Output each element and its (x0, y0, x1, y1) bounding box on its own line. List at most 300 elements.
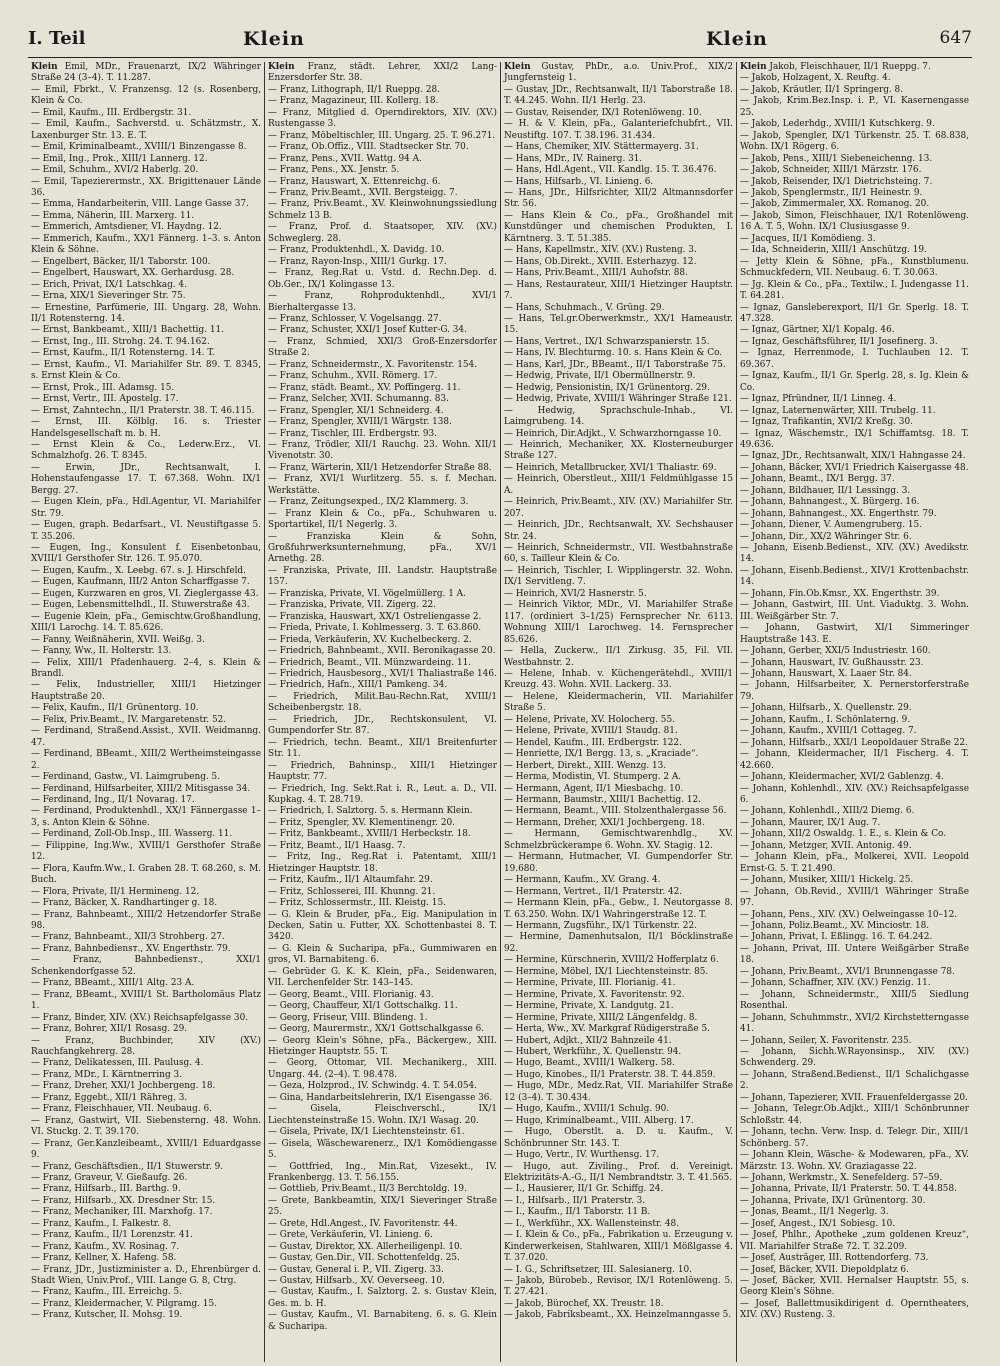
directory-entry: — Eugen, Kaufm., X. Leebg. 67. s. J. Hirschfeld. (31, 565, 246, 576)
directory-entry: — Hermine, Private, X. Favoritenstr. 92. (504, 989, 685, 1000)
directory-entry: — I. G., Schriftsetzer, III. Salesianerg. 10. (504, 1264, 692, 1275)
directory-entry: — Friedrich, techn. Beamt., XII/1 Breitenfurter Str. 11. (268, 737, 497, 760)
directory-entry: — Johanna, Private, IX/1 Grünentorg. 30. (740, 1195, 926, 1206)
directory-entry: — Heinrich, Dir.Adjkt., V. Schwarzhorngasse 10. (504, 428, 722, 439)
directory-entry: — Franz, Kutscher, II. Mohsg. 19. (31, 1310, 183, 1321)
directory-entry: — Franz, Prof. d. Staatsoper, XIV. (XV.) Schweglerg. 28. (268, 222, 497, 244)
directory-entry: — Hans, JDr., Hilfsrichter, XII/2 Altmannsdorfer Str. 56. (504, 187, 733, 210)
directory-entry: — Franz, Möbeltischler, III. Ungarg. 25. T. 96.271. (268, 130, 496, 141)
directory-entry: — Felix, Industrieller, XIII/1 Hietzinger Hauptstraße 20. (31, 680, 261, 702)
directory-entry: — Hermann, Hutmacher, VI. Gumpendorfer Str. 19.680. (504, 852, 733, 874)
directory-entry: — Johann, Werkmstr., X. Senefelderg. 57–59. (740, 1172, 943, 1183)
directory-entry: — Heinrich, Priv.Beamt., XIV. (XV.) Mariahilfer Str. 207. (504, 497, 733, 519)
directory-entry: — Erwin, JDr., Rechtsanwalt, I. Hohenstaufengasse 17. T. 67.368. Wohn. IX/1 Bergg. 27. (31, 462, 261, 496)
directory-entry: — Johann Klein, Wäsche- & Modewaren, pFa., XV. Märzstr. 13. Wohn. XV. Graziagasse 22. (740, 1150, 969, 1172)
directory-entry: — Johann, Hauswart, X. Laaer Str. 84. (740, 669, 912, 680)
directory-entry: — Geza, Holzprod., IV. Schwindg. 4. T. 54.054. (268, 1081, 477, 1092)
directory-entry: — Heinrich, Mechaniker, XX. Klosterneuburger Straße 127. (504, 439, 733, 462)
directory-entry: — Johann, Sichh.W.Rayonsinsp., XIV. (XV.) Schwenderg. 29. (740, 1046, 969, 1069)
directory-entry: — Johann, Poliz.Beamt., XV. Minciostr. 18. (740, 920, 930, 931)
directory-entry: — Franz, Bahnbediensт., XXI/1 Schenkendorfgasse 52. (31, 955, 261, 977)
directory-entry: — Heinrich, Oberstleut., XIII/1 Feldmühlgasse 15 A. (504, 474, 733, 496)
directory-entry: — Gottlieb, Priv.Beamt., II/3 Berchtoldg. 19. (268, 1184, 467, 1195)
directory-entry: — Franz Klein & Co., pFa., Schuhwaren u. Sportartikel, II/1 Negerlg. 3. (268, 508, 497, 531)
directory-entry: — Jakob, Bürobeb., Revisor, IX/1 Rotenlöweng. 5. T. 27.421. (504, 1276, 733, 1298)
directory-entry: — Franz, Eggebt., XII/1 Rähreg. 3. (31, 1092, 188, 1103)
directory-entry: — Gustav, General i. P., VII. Zigerg. 33. (268, 1264, 444, 1275)
directory-entry: — Franz, Wärterin, XII/1 Hetzendorfer Straße 88. (268, 462, 492, 473)
directory-entry: — Franz, Pens., XX. Jenstr. 5. (268, 165, 400, 176)
directory-entry: — Hans, IV. Blechturmg. 10. s. Hans Klein & Co. (504, 348, 723, 359)
directory-entry: — Johanna, Private, II/1 Praterstr. 50. T. 44.858. (740, 1184, 957, 1195)
directory-entry: — Engelbert, Hauswart, XX. Gerhardusg. 28. (31, 268, 235, 279)
directory-entry: — Ferdinand, Ing., II/1 Novarag. 17. (31, 795, 195, 805)
directory-entry: — Hermann, Vertret., II/1 Praterstr. 42. (504, 886, 683, 897)
directory-entry: — Helene, Private, XVIII/1 Staudg. 81. (504, 726, 678, 737)
directory-entry: — Emil, Kaufm., Sachverstd. u. Schätzmstr., X. Laxenburger Str. 13. E. T. (31, 119, 261, 141)
directory-entry: — Johann, Bäcker, XVI/1 Friedrich Kaisergasse 48. (740, 462, 969, 473)
directory-entry: — Jakob, Holzagent, X. Reuftg. 4. (740, 73, 891, 84)
directory-entry: — Ignaz, Wäschemstr., IX/1 Schiffamtsg. 18. T. 49.636. (740, 428, 969, 450)
directory-entry: — Hermine, Private, X. Landgutg. 21. (504, 1001, 674, 1012)
directory-entry: — Franz, Schuhm., XVII. Römerg. 17. (268, 371, 438, 382)
directory-entry: — Johann, Maurer, IX/1 Aug. 7. (740, 817, 881, 828)
directory-entry: — Friedrich, Milit.Bau-Rechn.Rat, XVIII/1 Scheibenbergstr. 18. (268, 691, 497, 714)
directory-entry: — Franz, Bohrer, XII/1 Rosasg. 29. (31, 1024, 188, 1035)
directory-entry: — G. Klein & Bruder, pFa., Eig. Manipulation in Decken, Satin u. Futter, XX. Schottenbastei 8. T. 3420. (268, 909, 497, 943)
entry-lemma: Klein (504, 62, 531, 72)
directory-entry: — Hedwig, Private, II/1 Obermüllnerstr. 9. (504, 371, 696, 382)
directory-entry: — Ignaz, Kaufm., II/1 Gr. Sperlg. 28, s. Ig. Klein & Co. (740, 371, 969, 393)
directory-entry: — Ignaz, Laternenwärter, XIII. Trubelg. 11. (740, 405, 936, 416)
directory-entry: — Heinrich, JDr., Rechtsanwalt, XV. Sechshauser Str. 24. (504, 520, 733, 542)
directory-entry: — Grete, Hdl.Angest., IV. Favoritenstr. 44. (268, 1218, 458, 1229)
directory-entry: — Johann, Diener, V. Aumengruberg. 15. (740, 520, 923, 531)
directory-entry: — Franziska, Private, VII. Zigerg. 22. (268, 600, 436, 611)
directory-entry: — Franz, Rohproduktenhdl., XVI/1 Bierhaltergasse 13. (268, 291, 497, 313)
directory-entry: — Johann, Priv.Beamt., XVI/1 Brunnengasse 78. (740, 966, 955, 977)
directory-entry: — Hans, Hilfsarb., VI. Linieng. 6. (504, 176, 654, 187)
directory-entry: — Erna, XIX/1 Sieveringer Str. 75. (31, 291, 186, 302)
directory-entry: — Frieda, Private, I. Kohlmesserg. 3. T. 63.860. (268, 623, 482, 634)
directory-entry: — Franz, BBeamt., XVIII/1 St. Bartholomäus Platz 1. (31, 989, 261, 1012)
directory-entry: — Ernst, Zahntechn., II/1 Praterstr. 38. T. 46.115. (31, 405, 255, 416)
directory-entry: — Hubert, Adjkt., XII/2 Bahnzeile 41. (504, 1035, 672, 1046)
directory-entry: — Hedwig, Pensionistin, IX/1 Grünentorg. 29. (504, 382, 710, 393)
directory-entry: — Hermann, Beamt., VIII. Stolzenthalergasse 56. (504, 806, 727, 817)
directory-entry: — Ernst, Kaufm., II/1 Rotensterng. 14. T. (31, 348, 215, 359)
directory-entry: — Jakob, Bürochef, XX. Treustr. 18. (504, 1298, 664, 1309)
directory-entry: — Johann, Beamt., IX/1 Bergg. 37. (740, 474, 895, 485)
directory-entry: — Franz, Dreher, XXI/1 Jochbergeng. 18. (31, 1081, 216, 1092)
directory-entry: — Johann, Pens., XIV. (XV.) Oelweingasse 10–12. (740, 909, 958, 920)
directory-entry: — Flora, Private, II/1 Hermineng. 12. (31, 886, 200, 897)
directory-entry: — Hans, Hdl.Agent., VII. Kandlg. 15. T. 36.476. (504, 165, 717, 176)
directory-entry: — Jacques, II/1 Komödieng. 3. (740, 233, 876, 244)
directory-entry: — Ferdinand, Zoll-Ob.Insp., III. Wasserg. 11. (31, 829, 233, 840)
directory-entry: — Hermine, Damenhutsalon, II/1 Böcklinstraße 92. (504, 932, 733, 954)
directory-entry: — Franz, Spengler, XI/1 Schneiderg. 4. (268, 405, 444, 416)
directory-entry: — Hendel, Kaufm., III. Erdbergstr. 122. (504, 737, 682, 748)
directory-entry: Klein Franz, städt. Lehrer, XXI/2 Lang-Enzersdorfer Str. 38. (268, 62, 497, 84)
directory-entry: — Hermann, Baumstr., XIII/1 Bachettig. 12. (504, 795, 701, 805)
directory-entry: — Gisela, Wäschewarenerz., IX/1 Komödiengasse 5. (268, 1138, 497, 1161)
directory-entry: — Hermann, Agent, II/1 Miesbachg. 10. (504, 783, 684, 794)
directory-entry: — Franz, Schlosser, V. Vogelsangg. 27. (268, 313, 442, 324)
directory-entry: — Herta, Ww., XV. Markgraf Rüdigerstraße 5. (504, 1024, 710, 1035)
directory-entry: — Fritz, Schlossermstr., III. Kleistg. 15. (268, 898, 446, 909)
directory-entry: — Fanny, Weißnäherin, XVII. Weißg. 3. (31, 634, 205, 645)
directory-entry: — Josef, Phlhr., Apotheke „zum goldenen Kreuz“, VII. Mariahilfer Straße 72. T. 32.209. (740, 1230, 969, 1252)
directory-entry: — Ernst, Prok., III. Adamsg. 15. (31, 382, 175, 393)
directory-entry: — Johann, Kohlenhdl., XIV. (XV.) Reichsapfelgasse 6. (740, 783, 969, 805)
directory-entry: — Helene, Private, XV. Holocherg. 55. (504, 714, 675, 725)
directory-entry: — Hubert, Werkführ., X. Quellenstr. 94. (504, 1046, 682, 1057)
directory-entry: — G. Klein & Sucharipa, pFa., Gummiwaren en gros, VI. Barnabiteng. 6. (268, 943, 497, 966)
directory-entry: — Johann, Gastwirt, III. Unt. Viaduktg. 3. Wohn. III. Weißgärber Str. 7. (740, 600, 969, 622)
directory-entry: — Jakob, Schneider, XIII/1 Märzstr. 176. (740, 165, 922, 176)
directory-entry: — Eugen Klein, pFa., Hdl.Agentur, VI. Mariahilfer Str. 79. (31, 497, 261, 519)
directory-entry: — Franz, Selcher, XVII. Schumanng. 83. (268, 394, 449, 405)
directory-entry: — Felix, XIII/1 Pfadenhauerg. 2–4, s. Klein & Brandl. (31, 657, 261, 680)
directory-entry: — Jakob, Spenglermstr., II/1 Heinestr. 9. (740, 187, 923, 198)
entry-lemma: Klein (31, 62, 58, 72)
directory-entry: — Franz, Tischler, III. Erdbergstr. 93. (268, 428, 437, 439)
directory-entry: — Jakob, Lederhdg., XVIII/1 Kutschkerg. 9. (740, 119, 935, 130)
directory-entry: — Franziska, Private, III. Landstr. Hauptstraße 157. (268, 565, 497, 588)
directory-entry: — Fanny, Ww., II. Holterstr. 13. (31, 646, 172, 657)
directory-entry: — Franz, Kaufm., II/1 Lorenzstr. 41. (31, 1230, 193, 1241)
directory-entry: — Ignaz, Herrenmode, I. Tuchlauben 12. T. 69.367. (740, 348, 969, 370)
directory-entry: — Hans, Ob.Direkt., XVIII. Esterhazyg. 12. (504, 256, 697, 267)
page-number: 647 (939, 28, 972, 48)
directory-entry: — Gustav, Gen.Dir., VII. Schottenfeldg. 25. (268, 1253, 460, 1264)
directory-entry: — Emil, Fbrkt., V. Franzensg. 12 (s. Rosenberg, Klein & Co. (31, 84, 261, 107)
directory-entry: — Hermine, Möbel, IX/1 Liechtensteinstr. 85. (504, 966, 709, 977)
directory-entry: — Franz, Ger.Kanzleibeamt., XVIII/1 Eduardgasse 9. (31, 1138, 261, 1161)
directory-entry: — I., Werkführ., XX. Wallensteinstr. 48. (504, 1218, 680, 1229)
directory-entry: — Jakob, Fabriksbeamt., XX. Heinzelmanngasse 5. (504, 1310, 732, 1321)
directory-entry: — Franz, Hilfsarb., XX. Dresdner Str. 15. (31, 1195, 216, 1206)
column-3 (500, 62, 736, 1362)
directory-entry: — Georg, Maurermstr., XX/1 Gottschalkgasse 6. (268, 1024, 485, 1035)
directory-entry: — Ferdinand, BBeamt., XIII/2 Wertheimsteingasse 2. (31, 749, 261, 771)
directory-entry: — Ferdinand, Produktenhdl., XX/1 Fännergasse 1–3, s. Anton Klein & Söhne. (31, 806, 261, 828)
directory-entry: — Johann, Gastwirt, XI/1 Simmeringer Hauptstraße 143. E. (740, 623, 969, 645)
directory-entry: — Franz, Bahnbeamt., XII/3 Strohberg. 27. (31, 932, 225, 943)
directory-entry: — Ignaz, Geschäftsführer, II/1 Josefinerg. 3. (740, 336, 938, 347)
directory-entry: — Johann, Fin.Ob.Kmsr., XX. Engerthstr. 39. (740, 588, 940, 599)
directory-entry: — Jakob, Reisender, IX/1 Dietrichsteing. 7. (740, 176, 933, 187)
directory-entry: — Friedrich, Hafn., XIII/1 Pamkeng. 34. (268, 680, 448, 691)
directory-entry: — Hans, Vertret., IX/1 Schwarzspanierstr. 15. (504, 336, 710, 347)
directory-entry: — Johann, Hauswart, IV. Gußhausstr. 23. (740, 657, 924, 668)
directory-entry: — Hermann Klein, pFa., Gebw., I. Neutorgasse 8. T. 63.250. Wohn. IX/1 Wahringerstraße 12. T. (504, 898, 733, 920)
directory-entry: — I., Kaufm., II/1 Taborstr. 11 B. (504, 1207, 651, 1218)
directory-entry: — Johann, Kleidermacher, XVI/2 Gablenzg. 4. (740, 772, 944, 783)
directory-entry: — Grete, Bankbeamtin, XIX/1 Sieveringer Straße 25. (268, 1195, 497, 1218)
directory-entry: — Franz, Kaufm., I. Falkestr. 8. (31, 1218, 172, 1229)
directory-entry: — Georg, Chauffeur, XI/1 Gottschalkg. 11. (268, 1001, 458, 1012)
directory-entry: — Josef, Ballettmusikdirigent d. Operntheaters, XIV. (XV.) Rusteng. 3. (740, 1298, 969, 1321)
directory-entry: — Fritz, Schlosserei, III. Khunng. 21. (268, 886, 436, 897)
directory-entry: — Friedrich, Ing. Sekt.Rat i. R., Leut. a. D., VII. Kupkag. 4. T. 28.719. (268, 783, 497, 805)
directory-entry: — Hermann, Kaufm., XV. Grang. 4. (504, 875, 661, 886)
directory-entry: — Jakob, Spengler, IX/1 Türkenstr. 25. T. 68.838, Wohn. IX/1 Rögerg. 6. (740, 130, 969, 153)
directory-entry: — Friedrich, Bahnbeamt., XVII. Beronikagasse 20. (268, 646, 496, 657)
directory-entry: — Emil, Ing., Prok., XIII/1 Lannerg. 12. (31, 153, 208, 164)
directory-entry: — Fritz, Kaufm., II/1 Altaumfahr. 29. (268, 875, 433, 886)
column-2 (264, 62, 500, 1362)
directory-entry: — Josef, Angest., IX/1 Sobiesg. 10. (740, 1218, 896, 1229)
directory-entry: — Franz, Schuster, XXI/1 Josef Kutter-G. 34. (268, 325, 467, 336)
directory-entry: — Emil, Tapezierermstr., XX. Brigittenauer Lände 36. (31, 176, 261, 198)
directory-entry: — Hans, Karl, JDr., BBeamt., II/1 Taborstraße 75. (504, 359, 726, 370)
directory-entry: — Franz, Pens., XVII. Wattg. 94 A. (268, 153, 422, 164)
directory-entry: — Hedwig, Private, XVIII/1 Währinger Straße 121. (504, 394, 732, 405)
directory-entry: — Gustav, Kaufm., VI. Barnabiteng. 6. s. G. Klein & Sucharipa. (268, 1310, 497, 1332)
directory-entry: — Franz, Rayon-Insp., XIII/1 Gurkg. 17. (268, 256, 447, 267)
directory-entry: — Heinrich Viktor, MDr., VI. Mariahilfer Straße 117. (ordiniert 3–1/25) Fernsprecher Nr. 6113. Wohnung XIII/1 Larochweg. 14. Fernsprecher 85.626. (504, 600, 733, 645)
directory-entry: — Franz, Mitglied d. Operndirektors, XIV. (XV.) Rustengasse 3. (268, 107, 497, 130)
directory-entry: — Emma, Handarbeiterin, VIII. Lange Gasse 37. (31, 199, 249, 210)
directory-entry: — Felix, Kaufm., II/1 Grünentorg. 10. (31, 703, 199, 714)
directory-entry: — Jakob, Pens., XIII/1 Siebeneichenng. 13. (740, 153, 933, 164)
directory-entry: — Hugo, Beamt., XVIII/1 Walkerg. 58. (504, 1058, 675, 1069)
directory-entry: — Johann, Hilfsarbeiter, X. Pernerstorferstraße 79. (740, 680, 969, 702)
directory-entry: — Ernst, Vertr., III. Apostelg. 17. (31, 394, 179, 405)
directory-entry: — Franz, Ob.Offiz., VIII. Stadtsecker Str. 70. (268, 142, 469, 153)
directory-entry: — Gottfried, Ing., Min.Rat, Vizesekt., IV. Frankenbergg. 13. T. 56.155. (268, 1161, 497, 1183)
directory-entry: — Gustav, Hilfsarb., XV. Oeverseeg. 10. (268, 1276, 445, 1287)
directory-entry: — Franz, Kaufm., III. Erreichg. 5. (31, 1287, 182, 1298)
directory-entry: — Ernestine, Parfümerie, III. Ungarg. 28, Wohn. II/1 Rotensterng. 14. (31, 302, 261, 324)
directory-entry: — Ferdinand, Hilfsarbeiter, XIII/2 Mitisgasse 34. (31, 783, 251, 794)
directory-entry: — Franz, Binder, XIV. (XV.) Reichsapfelgasse 30. (31, 1012, 249, 1023)
directory-entry: — Hedwig, Sprachschule-Inhab., VI. Laimgrubeng. 14. (504, 405, 733, 428)
directory-entry: — Heinrich, Metallbrucker, XVI/1 Thaliastr. 69. (504, 462, 717, 473)
directory-entry: — Johann, Kleidermacher, II/1 Fischerg. 4. T. 42.660. (740, 749, 969, 771)
directory-entry: — Ignaz, Trafikantin, XVI/2 Kreßg. 30. (740, 417, 913, 428)
directory-entry: — Eugenie Klein, pFa., Gemischtw.Großhandlung, XIII/1 Larochg. 14. T. 85.626. (31, 611, 261, 634)
directory-entry: — Jakob, Krim.Bez.Insp. i. P., VI. Kasernengasse 25. (740, 96, 969, 118)
directory-entry: — Josef, Bäcker, XVII. Hernalser Hauptstr. 55, s. Georg Klein's Söhne. (740, 1276, 969, 1298)
directory-entry: — Franz, JDr., Justizminister a. D., Ehrenbürger d. Stadt Wien, Univ.Prof., VIII. Lange G. 8, Ctrg. (31, 1264, 261, 1287)
directory-entry: — Jakob, Zimmermaler, XX. Romanog. 20. (740, 199, 930, 210)
directory-entry: — Franz, Bäcker, X. Randhartinger g. 18. (31, 898, 218, 909)
directory-entry: Klein Gustav, PhDr., a.o. Univ.Prof., XIX/2 Jungfernsteig 1. (504, 62, 733, 84)
column-1 (28, 62, 264, 1362)
directory-entry: — Johann, Metzger, XVII. Antonig. 49. (740, 840, 912, 851)
directory-entry: — Hella, Zuckerw., II/1 Zirkusg. 35, Fil. VII. Westbahnstr. 2. (504, 646, 733, 668)
directory-entry: — Johann, Bildhauer, II/1 Lessingg. 3. (740, 485, 911, 496)
directory-entry: — Johann, Schuhmmstr., XVI/2 Kirchstetterngasse 41. (740, 1012, 969, 1035)
directory-entry: — Fritz, Spengler, XV. Klementinengr. 20. (268, 817, 455, 828)
directory-entry: — Eugen, graph. Bedarfsart., VI. Neustiftgasse 5. T. 35.206. (31, 520, 261, 542)
directory-entry: — Frieda, Verkäuferin, XV. Kuchelbeckerg. 2. (268, 634, 472, 645)
directory-entry: — Franz, Produktenhdl., X. Davidg. 10. (268, 245, 445, 256)
directory-entry: — Felix, Priv.Beamt., IV. Margaretenstr. 52. (31, 714, 227, 725)
directory-entry: — Franz, Schneidermstr., X. Favoritenstr. 154. (268, 359, 478, 370)
directory-entry: — Eugen, Kaufmann, III/2 Anton Scharffgasse 7. (31, 577, 250, 588)
directory-entry: — Hugo, Vertr., IV. Wurthensg. 17. (504, 1150, 660, 1161)
directory-entry: — Ida, Schneiderin, XIII/1 Anschützg. 19. (740, 245, 927, 256)
directory-entry: — Franz, Spengler, XVIII/1 Wärgstr. 138. (268, 417, 452, 428)
directory-entry: — Friedrich, Beamt., VII. Münzwardeing. 11. (268, 657, 472, 668)
directory-entry: — Franz, städt. Beamt., XV. Poffingerg. 11. (268, 382, 461, 393)
directory-entry: — Franz, Reg.Rat u. Vstd. d. Rechn.Dep. d. Ob.Ger., IX/1 Kolingasse 13. (268, 268, 497, 290)
directory-entry: — Hans, Restaurateur, XIII/1 Hietzinger Hauptstr. 7. (504, 279, 733, 302)
directory-entry: — Herbert, Direkt., XIII. Wenzg. 13. (504, 760, 667, 771)
directory-entry: — Hans, MDr., IV. Rainerg. 31. (504, 153, 643, 164)
directory-entry: — Ernst, Ing., III. Strohg. 24. T. 94.162. (31, 336, 210, 347)
directory-entry: — Johann, Straßend.Bedienst., II/1 Schalichgasse 2. (740, 1069, 969, 1092)
directory-entry: — Johann, techn. Verw. Insp. d. Telegr. Dir., XIII/1 Schönberg. 57. (740, 1127, 969, 1149)
directory-entry: — Hugo, Kaufm., XVIII/1 Schulg. 90. (504, 1104, 670, 1115)
directory-entry: — Jakob, Simon, Fleischhauer, IX/1 Rotenlöweng. 16 A. T. 5, Wohn. IX/1 Clusiusgasse 9. (740, 210, 969, 233)
directory-entry: — Johann, Kohlenhdl., XIII/2 Diemg. 6. (740, 806, 915, 817)
directory-entry: — Johann, Eisenb.Bedienst., XIV/1 Krottenbachstr. 14. (740, 565, 969, 588)
directory-entry: — Hugo, Oberstlt. a. D. u. Kaufm., V. Schönbrunner Str. 143. T. (504, 1127, 733, 1149)
directory-entry: — I. Klein & Co., pFa., Fabrikation u. Erzeugung v. Kinderwerkeisen, Stahlwaren, XIII/1 Mößlgasse 4. T. 37.020. (504, 1230, 733, 1264)
directory-entry: — Hugo, Kriminalbeamt., VIII. Alberg. 17. (504, 1115, 694, 1126)
directory-entry: — Franz, BBeamt., XIII/1 Altg. 23 A. (31, 978, 195, 989)
directory-entry: — Franz, MDr., I. Kärntnerring 3. (31, 1069, 182, 1080)
part-label: I. Teil (28, 28, 86, 49)
directory-entry: — Franz, Lithograph, II/1 Rueppg. 28. (268, 84, 440, 95)
directory-entry: — I., Hilfsarb., II/1 Praterstr. 3. (504, 1195, 646, 1206)
column-4 (736, 62, 972, 1362)
directory-entry: — Hans, Tel.gr.Oberwerkmstr., XX/1 Hameaustr. 15. (504, 313, 733, 336)
directory-entry: — Jonas, Beamt., II/1 Negerlg. 3. (740, 1207, 889, 1218)
directory-entry: — Franz, Mechaniker, III. Marxhofg. 17. (31, 1207, 213, 1218)
directory-entry: — Franziska Klein & Sohn, Großfuhrwerksunternehmung, pFa., XV/1 Arnethg. 28. (268, 531, 497, 565)
directory-entry: — Hermann, Zugsführ., IX/1 Türkenstr. 22. (504, 920, 697, 931)
directory-entry: — Ernst, III. Kölblg. 16. s. Triester Handelsgesellschaft m. b. H. (31, 417, 261, 439)
directory-entry: — Franz, Priv.Beamt., XVII. Bergsteigg. 7. (268, 187, 458, 198)
directory-entry: — Ignaz, JDr., Rechtsanwalt, XIX/1 Hahngasse 24. (740, 451, 966, 462)
directory-entry: — Johann, Gerber, XXI/5 Industriestr. 160. (740, 646, 931, 657)
directory-entry: — Heinrich, Tischler, I. Wipplingerstr. 32. Wohn. IX/1 Servitleng. 7. (504, 565, 733, 588)
directory-entry: — Georg, Beamt., VIII. Florianig. 43. (268, 989, 434, 1000)
directory-entry: — Gisela, Fleischverschl., IX/1 Liechtensteinstraße 15. Wohn. IX/1 Wasag. 20. (268, 1104, 497, 1126)
directory-entry: — Franz, Zeitungsexped., IX/2 Klammerg. 3. (268, 497, 469, 508)
directory-entry: — Johann, Eisenb.Bedienst., XIV. (XV.) Avedikstr. 14. (740, 543, 969, 565)
directory-entry: — Emil, Kaufm., III. Erdbergstr. 31. (31, 107, 192, 118)
directory-entry: — Franz, Priv.Beamt., XV. Kleinwohnungssiedlung Schmelz 13 B. (268, 199, 497, 221)
directory-entry: — Hugo, MDr., Medz.Rat, VII. Mariahilfer Straße 12 (3–4). T. 30.434. (504, 1081, 733, 1103)
directory-entry: — Johann, Hilfsarb., XXI/1 Leopoldauer Straße 22. (740, 737, 968, 748)
directory-entry: — H. & V. Klein, pFa., Galanteriefchubfrt., VII. Neustiftg. 107. T. 38.196. 31.434. (504, 119, 733, 141)
entry-lemma: Klein (268, 62, 295, 72)
directory-entry: — Franz, Kellner, X. Hafeng. 58. (31, 1253, 177, 1264)
running-keyword-left: Klein (243, 28, 305, 50)
directory-entry: — Johann, Bahnangest., XX. Engerthstr. 79. (740, 508, 937, 519)
directory-entry: — Ignaz, Gansleberexport, II/1 Gr. Sperlg. 18. T. 47.328. (740, 302, 969, 324)
directory-entry: Klein Jakob, Fleischhauer, II/1 Rueppg. 7. (740, 62, 931, 72)
directory-entry: — Franz, Graveur, V. Gießaufg. 26. (31, 1172, 188, 1183)
directory-entry: — Emmerich, Kaufm., XX/1 Fännerg. 1–3. s. Anton Klein & Söhne. (31, 233, 261, 256)
directory-entry: — Emil, Kriminalbeamt., XVIII/1 Binzengasse 8. (31, 142, 247, 153)
directory-entry: — Hans, Kapellmstr., XIV. (XV.) Rusteng. 3. (504, 245, 697, 256)
directory-entry: — Josef, Bäcker, XVII. Diepoldplatz 6. (740, 1264, 909, 1275)
directory-entry: — Johann, Kaufm., I. Schönlaterng. 9. (740, 714, 911, 725)
directory-entry: — Fritz, Beamt., II/1 Haasg. 7. (268, 840, 406, 851)
directory-entry: — Johann, Seiler, X. Favoritenstr. 235. (740, 1035, 912, 1046)
directory-entry: — Henriette, IX/1 Bergg. 13, s. „Kraciade“. (504, 749, 699, 760)
directory-entry: — Jetty Klein & Söhne, pFa., Kunstblumenu. Schmuckfedern, VII. Neubaug. 6. T. 30.063. (740, 256, 969, 279)
directory-entry: — Gustav, Direktor, XX. Allerheiligenpl. 10. (268, 1241, 463, 1252)
directory-entry: — Flora, Kaufm.Ww., I. Graben 28. T. 68.260, s. M. Buch. (31, 863, 261, 886)
directory-entry: — Engelbert, Bäcker, II/1 Taborstr. 100. (31, 256, 211, 267)
directory-columns (28, 62, 972, 1362)
directory-entry: — Franziska, Hauswart, XX/1 Ostreliengasse 2. (268, 611, 482, 622)
directory-entry: — Fritz, Bankbeamt., XVIII/1 Herbeckstr. 18. (268, 829, 471, 840)
directory-entry: — Friedrich, I. Salztorg. 5. s. Hermann Klein. (268, 806, 473, 817)
directory-entry: — Eugen, Lebensmittelhdl., II. Stuwerstraße 43. (31, 600, 250, 611)
directory-entry: — Emil, Schuhm., XVI/2 Haberlg. 20. (31, 165, 199, 176)
directory-entry: — Hans, Priv.Beamt., XIII/1 Auhofstr. 88. (504, 268, 688, 279)
directory-entry: — Franz, Bahnbeamt., XIII/2 Hetzendorfer Straße 98. (31, 909, 261, 931)
directory-entry: — Johann, Dir., XX/2 Währinger Str. 6. (740, 531, 912, 542)
directory-entry: — Hermine, Private, XIII/2 Längenfeldg. 8. (504, 1012, 698, 1023)
directory-entry: — Johann, Tapezierer, XVII. Frauenfeldergasse 20. (740, 1092, 968, 1103)
directory-entry: — Georg Klein's Söhne, pFa., Bäckergew., XIII. Hietzinger Hauptstr. 55. T. (268, 1035, 497, 1057)
directory-entry: — Hugo, Kinobes., II/1 Praterstr. 38. T. 44.859. (504, 1069, 716, 1080)
directory-entry: — Franz, Gastwirt, VII. Siebensterng. 48. Wohn. VI. Stuckg. 2. T. 39.170. (31, 1115, 261, 1138)
directory-entry: — Hermann, Gemischtwarenhdlg., XV. Schmelzbrückerampe 6. Wohn. XV. Stagig. 12. (504, 829, 733, 851)
directory-entry: — I., Hausierer, II/1 Gr. Schiffg. 24. (504, 1184, 664, 1195)
directory-entry: — Franz, Geschäftsdien., II/1 Stuwerstr. 9. (31, 1161, 224, 1172)
directory-entry: — Heinrich, XVI/2 Hasnerstr. 5. (504, 588, 647, 599)
directory-entry: — Franz, Hauswart, X. Ettenreichg. 6. (268, 176, 441, 187)
directory-entry: — Erich, Privat, IX/1 Latschkag. 4. (31, 279, 187, 290)
directory-entry: — Hermine, Private, III. Florianig. 41. (504, 978, 676, 989)
directory-entry: — Gebrüder G. K. K. Klein, pFa., Seidenwaren, VII. Lerchenfelder Str. 143–145. (268, 966, 497, 989)
directory-entry: — Johann, Bahnangest., X. Bürgerg. 16. (740, 497, 920, 508)
directory-entry: — Ernst Klein & Co., Lederw.Erz., VI. Schmalzhofg. 26. T. 8345. (31, 439, 261, 462)
directory-entry: — Hans, Schuhmach., V. Grüng. 29. (504, 302, 665, 313)
directory-entry: — Johann, Schneidermstr., XIII/5 Siedlung Rosenthal. (740, 989, 969, 1012)
directory-entry: — Herma, Modistin, VI. Stumperg. 2 A. (504, 772, 682, 783)
directory-entry: — Helene, Kleidermacherin, VII. Mariahilfer Straße 5. (504, 691, 733, 714)
directory-entry: — Ferdinand, Straßend.Assist., XVII. Weidmanng. 47. (31, 726, 261, 748)
directory-entry: — Johann, Schaffner, XIV. (XV.) Fenzig. 11. (740, 978, 931, 989)
directory-entry: — Hermann, Dreher, XXI/1 Jochbergeng. 18. (504, 817, 705, 828)
directory-entry: — Eugen, Kurzwaren en gros, VI. Zieglergasse 43. (31, 588, 259, 599)
directory-entry: — Friedrich, Hausbesorg., XVI/1 Thaliastraße 146. (268, 669, 497, 680)
directory-entry: — Hermine, Kürschnerin, XVIII/2 Hofferplatz 6. (504, 955, 719, 966)
page-header (28, 28, 972, 54)
directory-entry: — Ernst, Kaufm., VI. Mariahilfer Str. 89. T. 8345, s. Ernst Klein & Co. (31, 359, 261, 382)
directory-entry: — Grete, Verkäuferin, VI. Linieng. 6. (268, 1230, 433, 1241)
directory-entry: — Ernst, Bankbeamt., XIII/1 Bachettig. 11. (31, 325, 224, 336)
directory-entry: — Johann, Privat, I. Eßlingg. 16. T. 64.242. (740, 932, 933, 943)
directory-entry: — Friedrich, Bahninsp., XIII/1 Hietzinger Hauptstr. 77. (268, 760, 497, 783)
directory-entry: — Johann Klein, pFa., Molkerei, XVII. Leopold Ernst-G. 5. T. 21.490. (740, 852, 969, 874)
directory-entry: — Franz, Bahnbediensт., XV. Engerthstr. 79. (31, 943, 231, 954)
directory-entry: — Filippine, Ing.Ww., XVIII/1 Gersthofer Straße 12. (31, 840, 261, 863)
directory-entry: — Johann, Hilfsarb., X. Quellenstr. 29. (740, 703, 912, 714)
directory-entry: — Emma, Näherin, III. Marxerg. 11. (31, 210, 195, 221)
directory-entry: — Georg, Ottomar, VII. Mechanikerg., XIII. Ungarg. 44. (2–4). T. 98.478. (268, 1058, 497, 1080)
directory-entry: — Johann, Privat, III. Untere Weißgärber Straße 18. (740, 943, 969, 966)
directory-entry: — Johann, XII/2 Oswaldg. 1. E., s. Klein & Co. (740, 829, 947, 840)
directory-entry: — Josef, Austräger, III. Rottendorferg. 73. (740, 1253, 929, 1264)
directory-entry: — Helene, Inhab. v. Küchengerätehdl., XVIII/1 Kreuzg. 43. Wohn. XVII. Lackerg. 33. (504, 669, 733, 691)
directory-entry: — Georg, Friseur, VIII. Blindeng. 1. (268, 1012, 428, 1023)
directory-entry: — Jg. Klein & Co., pFa., Textilw., I. Judengasse 11. T. 64.281. (740, 279, 969, 302)
